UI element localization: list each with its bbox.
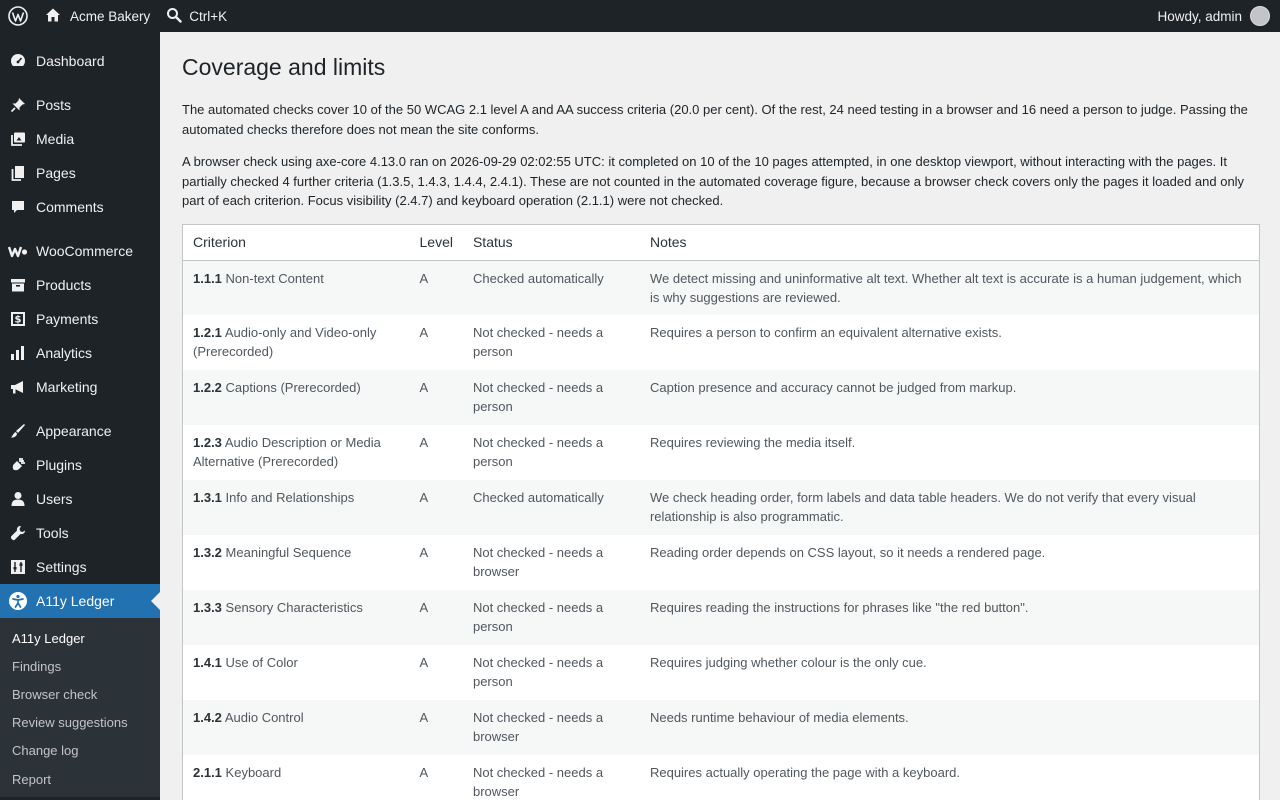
criterion-id: 1.3.1 xyxy=(193,490,222,505)
sidebar-item-payments[interactable] xyxy=(0,302,160,336)
main-content xyxy=(160,32,1280,800)
criterion-name: Audio Control xyxy=(224,710,304,725)
universal-access-icon xyxy=(8,591,28,611)
sidebar-item-label: Payments xyxy=(36,311,99,327)
notes-cell: Requires judging whether colour is the only cue. xyxy=(649,655,927,670)
level-cell: A xyxy=(419,655,429,670)
table-row xyxy=(183,425,1260,480)
status-cell: Not checked - needs a browser xyxy=(472,765,604,799)
media-icon xyxy=(8,129,28,149)
sidebar-item-label: Comments xyxy=(36,199,104,215)
sidebar-item-users[interactable] xyxy=(0,482,160,516)
sidebar-item-label: WooCommerce xyxy=(36,243,133,259)
sidebar-item-dashboard[interactable] xyxy=(0,44,160,78)
criterion-cell xyxy=(183,315,410,370)
criterion-name: Use of Color xyxy=(225,655,298,670)
sidebar-item-marketing[interactable] xyxy=(0,370,160,404)
status-cell: Not checked - needs a person xyxy=(472,380,604,414)
table-row xyxy=(183,370,1260,425)
status-cell: Not checked - needs a person xyxy=(472,655,604,689)
comment-icon xyxy=(8,197,28,217)
notes-cell: Caption presence and accuracy cannot be judged from markup. xyxy=(649,380,1017,395)
table-row xyxy=(183,260,1260,315)
criterion-id: 1.1.1 xyxy=(193,270,222,286)
status-cell: Checked automatically xyxy=(472,270,604,286)
criterion-cell xyxy=(183,480,410,535)
sidebar-item-media[interactable] xyxy=(0,122,160,156)
sidebar-item-posts[interactable] xyxy=(0,88,160,122)
submenu-item-report[interactable]: Report xyxy=(12,771,52,787)
dollar-icon xyxy=(8,309,28,329)
criterion-cell xyxy=(183,535,410,590)
criterion-id: 1.3.3 xyxy=(193,600,222,615)
status-cell: Checked automatically xyxy=(472,490,604,505)
sliders-icon xyxy=(8,557,28,577)
criterion-id: 1.2.2 xyxy=(193,380,222,395)
criterion-cell xyxy=(183,645,410,700)
column-header-level: Level xyxy=(410,224,463,260)
level-cell: A xyxy=(419,710,429,725)
criterion-cell xyxy=(183,425,410,480)
status-cell: Not checked - needs a person xyxy=(472,435,604,469)
wordpress-logo-icon[interactable] xyxy=(0,0,36,32)
sidebar-item-products[interactable] xyxy=(0,268,160,302)
table-header-row xyxy=(183,224,1260,260)
plug-icon xyxy=(8,455,28,475)
submenu-item-change-log[interactable]: Change log xyxy=(12,743,79,759)
sidebar-item-woocommerce[interactable] xyxy=(0,234,160,268)
woo-icon xyxy=(8,241,28,261)
sidebar-item-a11y-ledger[interactable] xyxy=(0,584,160,618)
admin-sidebar xyxy=(0,32,160,800)
megaphone-icon xyxy=(8,377,28,397)
level-cell: A xyxy=(419,490,429,505)
criterion-name: Audio Description or Media Alternative (Prerecorded) xyxy=(193,435,381,469)
criterion-cell xyxy=(183,590,410,645)
criterion-name: Non-text Content xyxy=(225,270,324,286)
home-icon xyxy=(44,6,62,27)
avatar xyxy=(1250,6,1270,26)
submenu-item-browser-check[interactable]: Browser check xyxy=(12,686,98,702)
status-cell: Not checked - needs a browser xyxy=(472,545,604,579)
criterion-id: 1.4.2 xyxy=(193,710,222,725)
sidebar-item-label: Dashboard xyxy=(36,53,105,69)
criterion-id: 1.3.2 xyxy=(193,545,222,560)
criterion-name: Captions (Prerecorded) xyxy=(225,380,361,395)
table-row xyxy=(183,755,1260,800)
level-cell: A xyxy=(419,380,429,395)
sidebar-item-label: A11y Ledger xyxy=(36,593,115,609)
level-cell: A xyxy=(419,325,429,340)
browser-check-summary: A browser check using axe-core 4.13.0 ran on 2026-09-29 02:02:55 UTC: it completed on 10 of the 10 pages attempted, in one desktop viewport, without interacting with the pages. It partially checked 4 further criteria (1.3.5, 1.4.3, 1.4.4, 2.4.1). These are not counted in the automated coverage figure, because a browser check covers only the pages it loaded and only part of each criterion. Focus visibility (2.4.7) and keyboard operation (2.1.1) were not checked. xyxy=(182,154,1245,208)
search-shortcut: Ctrl+K xyxy=(189,8,228,24)
column-header-status: Status xyxy=(463,224,640,260)
sidebar-item-label: Tools xyxy=(36,525,69,541)
level-cell: A xyxy=(419,600,429,615)
sidebar-item-settings[interactable] xyxy=(0,550,160,584)
status-cell: Not checked - needs a browser xyxy=(472,710,604,744)
archive-icon xyxy=(8,275,28,295)
command-search[interactable] xyxy=(158,0,235,32)
level-cell: A xyxy=(419,435,429,450)
notes-cell: Requires reading the instructions for phrases like "the red button". xyxy=(649,600,1029,615)
sidebar-item-label: Users xyxy=(36,491,73,507)
status-cell: Not checked - needs a person xyxy=(472,600,604,634)
sidebar-item-label: Appearance xyxy=(36,423,112,439)
criterion-name: Sensory Characteristics xyxy=(225,600,363,615)
column-header-criterion: Criterion xyxy=(183,224,410,260)
table-row xyxy=(183,700,1260,755)
svg-text:$: $ xyxy=(14,314,22,326)
column-header-notes: Notes xyxy=(640,224,1260,260)
table-row xyxy=(183,535,1260,590)
sidebar-item-appearance[interactable] xyxy=(0,414,160,448)
sidebar-item-tools[interactable] xyxy=(0,516,160,550)
submenu-item-findings[interactable]: Findings xyxy=(12,658,62,674)
table-row xyxy=(183,315,1260,370)
criterion-name: Keyboard xyxy=(225,765,282,780)
notes-cell: Requires actually operating the page with a keyboard. xyxy=(649,765,960,780)
sidebar-item-analytics[interactable] xyxy=(0,336,160,370)
notes-cell: Requires a person to confirm an equivalent alternative exists. xyxy=(649,325,1002,340)
notes-cell: We check heading order, form labels and data table headers. We do not verify that every visual relationship is also programmatic. xyxy=(649,490,1196,524)
notes-cell: We detect missing and uninformative alt text. Whether alt text is accurate is a human judgement, which is why suggestions are reviewed. xyxy=(649,270,1242,305)
search-icon xyxy=(166,7,182,26)
sidebar-item-label: Products xyxy=(36,277,92,293)
greeting: Howdy, admin xyxy=(1157,8,1242,24)
admin-bar xyxy=(0,0,1280,32)
sidebar-item-label: Media xyxy=(36,131,75,147)
sidebar-item-label: Pages xyxy=(36,165,76,181)
coverage-table xyxy=(182,224,1260,800)
criterion-cell xyxy=(183,370,410,425)
chart-bars-icon xyxy=(8,343,28,363)
page-title: Coverage and limits xyxy=(182,54,386,80)
dashboard-icon xyxy=(8,51,28,71)
criterion-name: Meaningful Sequence xyxy=(225,545,352,560)
level-cell: A xyxy=(419,270,429,286)
notes-cell: Requires reviewing the media itself. xyxy=(649,435,856,450)
sidebar-item-pages[interactable] xyxy=(0,156,160,190)
site-name: Acme Bakery xyxy=(70,8,151,24)
a11y-ledger-submenu xyxy=(0,618,160,797)
sidebar-item-label: Settings xyxy=(36,559,87,575)
notes-cell: Needs runtime behaviour of media elements. xyxy=(649,710,909,725)
criterion-id: 2.1.1 xyxy=(193,765,222,780)
criterion-name: Info and Relationships xyxy=(225,490,355,505)
wrench-icon xyxy=(8,523,28,543)
brush-icon xyxy=(8,421,28,441)
criterion-cell xyxy=(183,260,410,315)
criterion-id: 1.2.3 xyxy=(193,435,222,450)
site-link[interactable] xyxy=(36,0,158,32)
coverage-summary: The automated checks cover 10 of the 50 WCAG 2.1 level A and AA success criteria (20.0 per cent). Of the rest, 24 need testing in a browser and 16 need a person to judge. Passing the automated checks therefore does not mean the site conforms. xyxy=(182,102,1248,137)
table-row xyxy=(183,480,1260,535)
user-icon xyxy=(8,489,28,509)
table-row xyxy=(183,590,1260,645)
account-menu[interactable] xyxy=(1149,0,1280,32)
sidebar-item-label: Marketing xyxy=(36,379,98,395)
sidebar-item-comments[interactable] xyxy=(0,190,160,224)
table-row xyxy=(183,645,1260,700)
criterion-cell xyxy=(183,755,410,800)
submenu-item-a11y-ledger[interactable]: A11y Ledger xyxy=(12,630,85,646)
criterion-id: 1.4.1 xyxy=(193,655,222,670)
criterion-id: 1.2.1 xyxy=(193,325,222,340)
status-cell: Not checked - needs a person xyxy=(472,325,604,359)
criterion-cell xyxy=(183,700,410,755)
level-cell: A xyxy=(419,545,429,560)
pin-icon xyxy=(8,95,28,115)
sidebar-item-label: Posts xyxy=(36,97,72,113)
sidebar-item-label: Analytics xyxy=(36,345,93,361)
criterion-name: Audio-only and Video-only (Prerecorded) xyxy=(193,325,377,359)
sidebar-item-plugins[interactable] xyxy=(0,448,160,482)
sidebar-item-label: Plugins xyxy=(36,457,82,473)
pages-icon xyxy=(8,163,28,183)
level-cell: A xyxy=(419,765,429,780)
notes-cell: Reading order depends on CSS layout, so it needs a rendered page. xyxy=(649,545,1046,560)
submenu-item-review-suggestions[interactable]: Review suggestions xyxy=(12,715,128,731)
